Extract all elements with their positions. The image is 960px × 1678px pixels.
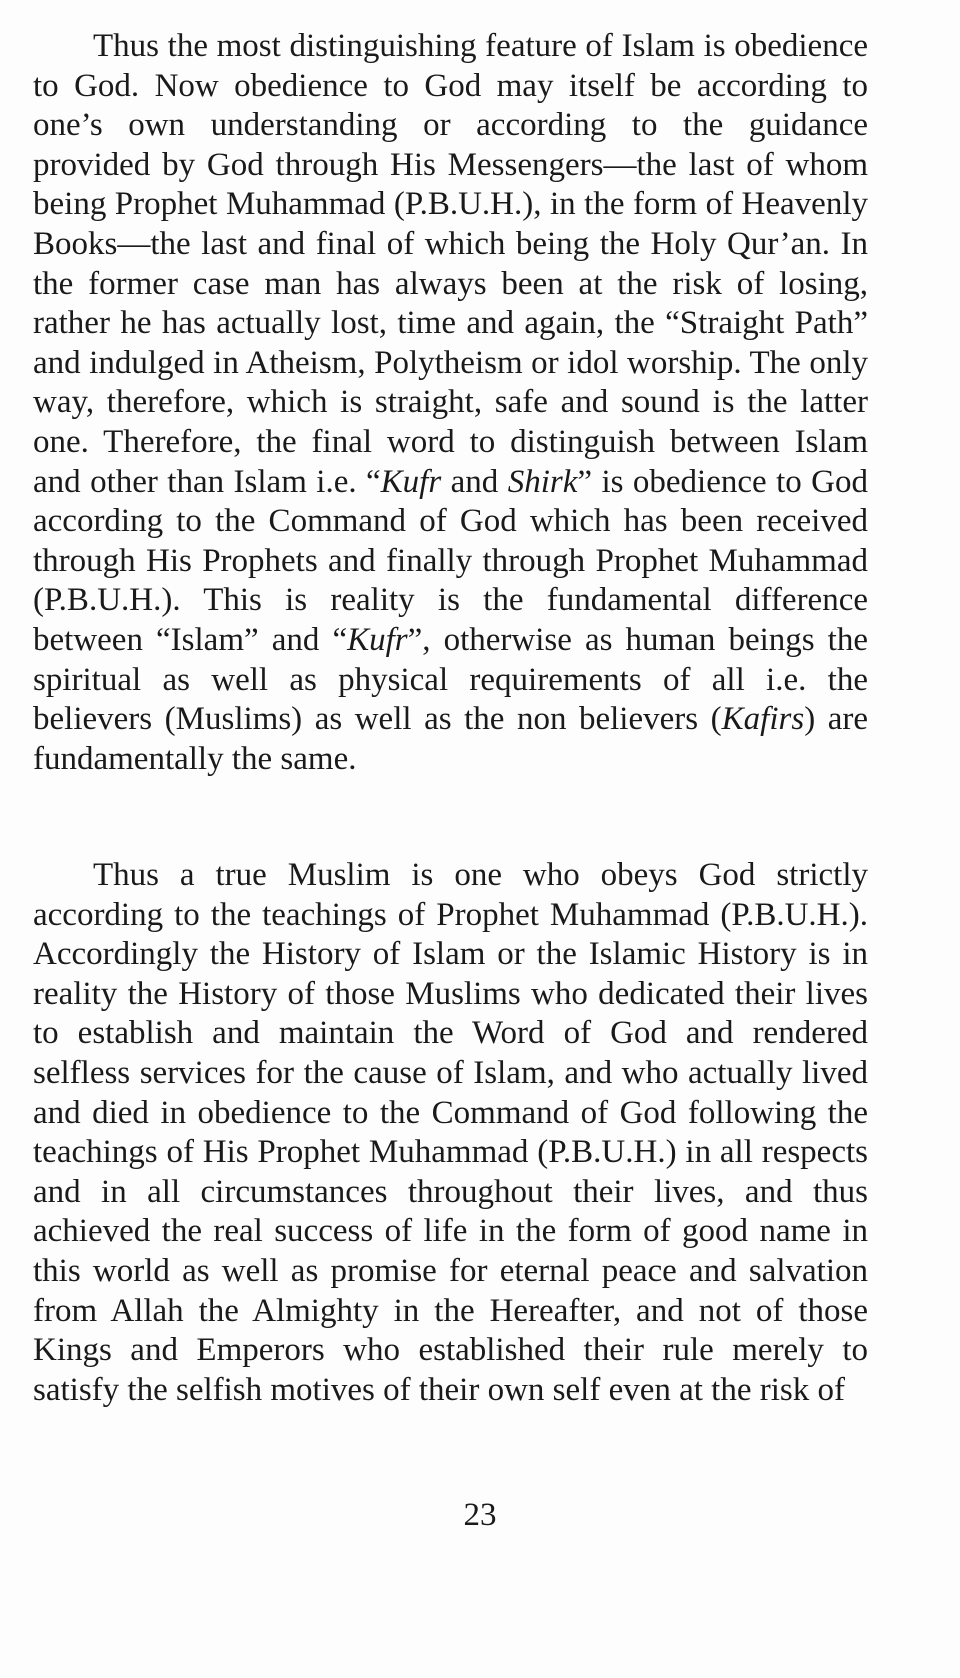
paragraph-1-run-6: Kufr (347, 621, 408, 658)
paragraph-1-run-8: Kafirs (721, 701, 805, 738)
paragraph-2 (33, 856, 868, 1410)
paragraph-1-run-7: ”, otherwise as human beings the spiritual as well as physical requirements of all i.e. the believers (Muslims) as well as the non believers ( (33, 621, 868, 738)
paragraph-1-run-3: and (441, 463, 508, 500)
page-number: 23 (463, 1497, 497, 1533)
paragraph-1-run-5: ” is obedience to God according to the Command of God which has been received through His Prophets and finally through Prophet Muhammad (P.B.U.H.). This is reality is the fundamental difference between “Islam” and “ (33, 463, 868, 658)
paragraph-1-run-9: ) are fundamentally the same. (33, 701, 868, 777)
body-text-block-2 (33, 856, 868, 1410)
body-text-block-1 (33, 27, 868, 779)
paragraph-1 (33, 27, 868, 779)
paragraph-1-run-1: Thus the most distinguishing feature of Islam is obedience to God. Now obedience to God may itself be according to one’s own understanding or according to the guidance provided by God through His Messengers—the last of whom being Prophet Muhammad (P.B.U.H.), in the form of Heavenly Books—the last and final of which being the Holy Qur’an. In the former case man has always been at the risk of losing, rather he has actually lost, time and again, the “Straight Path” and indulged in Atheism, Polytheism or idol worship. The only way, therefore, which is straight, safe and sound is the latter one. Therefore, the final word to distinguish between Islam and other than Islam i.e. “ (33, 28, 868, 500)
paragraph-2-run-1: Thus a true Muslim is one who obeys God strictly according to the teachings of Prophet Muhammad (P.B.U.H.). Accordingly the History of Islam or the Islamic History is in reality the History of those Muslims who dedicated their lives to establish and maintain the Word of God and rendered selfless services for the cause of Islam, and who actually lived and died in obedience to the Command of God following the teachings of His Prophet Muhammad (P.B.U.H.) in all respects and in all circumstances throughout their lives, and thus achieved the real success of life in the form of good name in this world as well as promise for eternal peace and salvation from Allah the Almighty in the Hereafter, and not of those Kings and Emperors who established their rule merely to satisfy the selfish motives of their own self even at the risk of (33, 857, 868, 1408)
paragraph-1-run-2: Kufr (380, 463, 442, 500)
paragraph-1-run-4: Shirk (507, 463, 578, 500)
